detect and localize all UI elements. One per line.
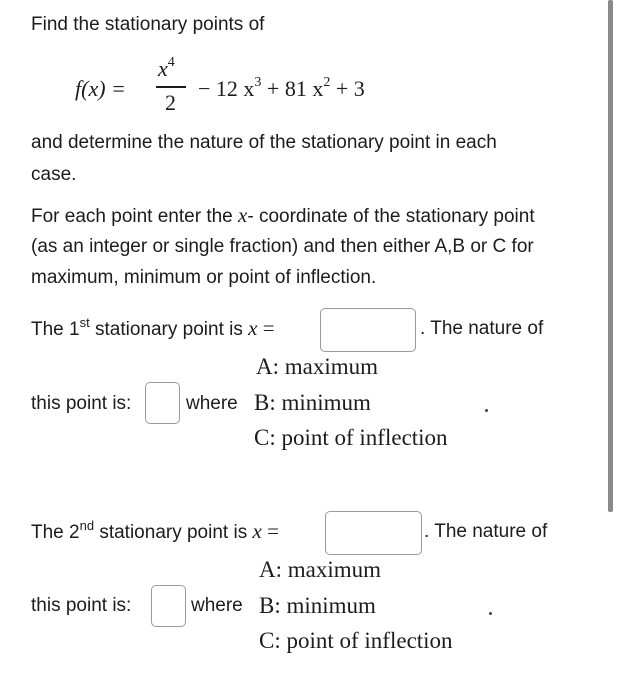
point-2-option-a: A: maximum [259, 557, 382, 582]
point-2-label: The 2nd stationary point is x = [31, 518, 279, 543]
point-1-nature-prefix: . The nature of [420, 318, 544, 339]
point-1-where: where [186, 393, 238, 414]
point-1-option-a: A: maximum [256, 354, 379, 379]
description-line-2: case. [31, 164, 77, 185]
instructions-line-2: (as an integer or single fraction) and then either A,B or C for [31, 236, 534, 257]
instructions-line-1: For each point enter the x- coordinate of the stationary point [31, 203, 535, 227]
equation-lhs: f(x) = [75, 76, 126, 101]
instructions-line-3: maximum, minimum or point of inflection. [31, 267, 377, 288]
scrollbar[interactable] [608, 0, 613, 512]
point-1-this-point-label: this point is: [31, 393, 132, 414]
point-1-nature-input[interactable] [145, 382, 180, 424]
point-1-x-input[interactable] [320, 308, 416, 352]
intro-text: Find the stationary points of [31, 14, 265, 35]
point-2-option-c: C: point of inflection [259, 628, 453, 653]
fraction-denominator: 2 [165, 90, 176, 115]
point-1-option-c: C: point of inflection [254, 425, 448, 450]
point-2-option-b: B: minimum [259, 593, 376, 618]
point-2-this-point-label: this point is: [31, 595, 132, 616]
fraction-bar [156, 86, 186, 88]
point-2-nature-input[interactable] [151, 585, 186, 627]
point-2-end-period [489, 612, 492, 615]
point-1-end-period [485, 409, 488, 412]
point-2-where: where [191, 595, 243, 616]
fraction-numerator: $x^4$ [158, 55, 175, 81]
point-1-label: The 1st stationary point is x = [31, 315, 275, 340]
point-2-nature-prefix: . The nature of [424, 521, 548, 542]
description-line-1: and determine the nature of the stationary point in each [31, 132, 497, 153]
point-2-x-input[interactable] [325, 511, 422, 555]
point-1-option-b: B: minimum [254, 390, 371, 415]
equation-rest: − 12 $x^3 + 81$ $x^2 + 3$ [198, 75, 365, 101]
